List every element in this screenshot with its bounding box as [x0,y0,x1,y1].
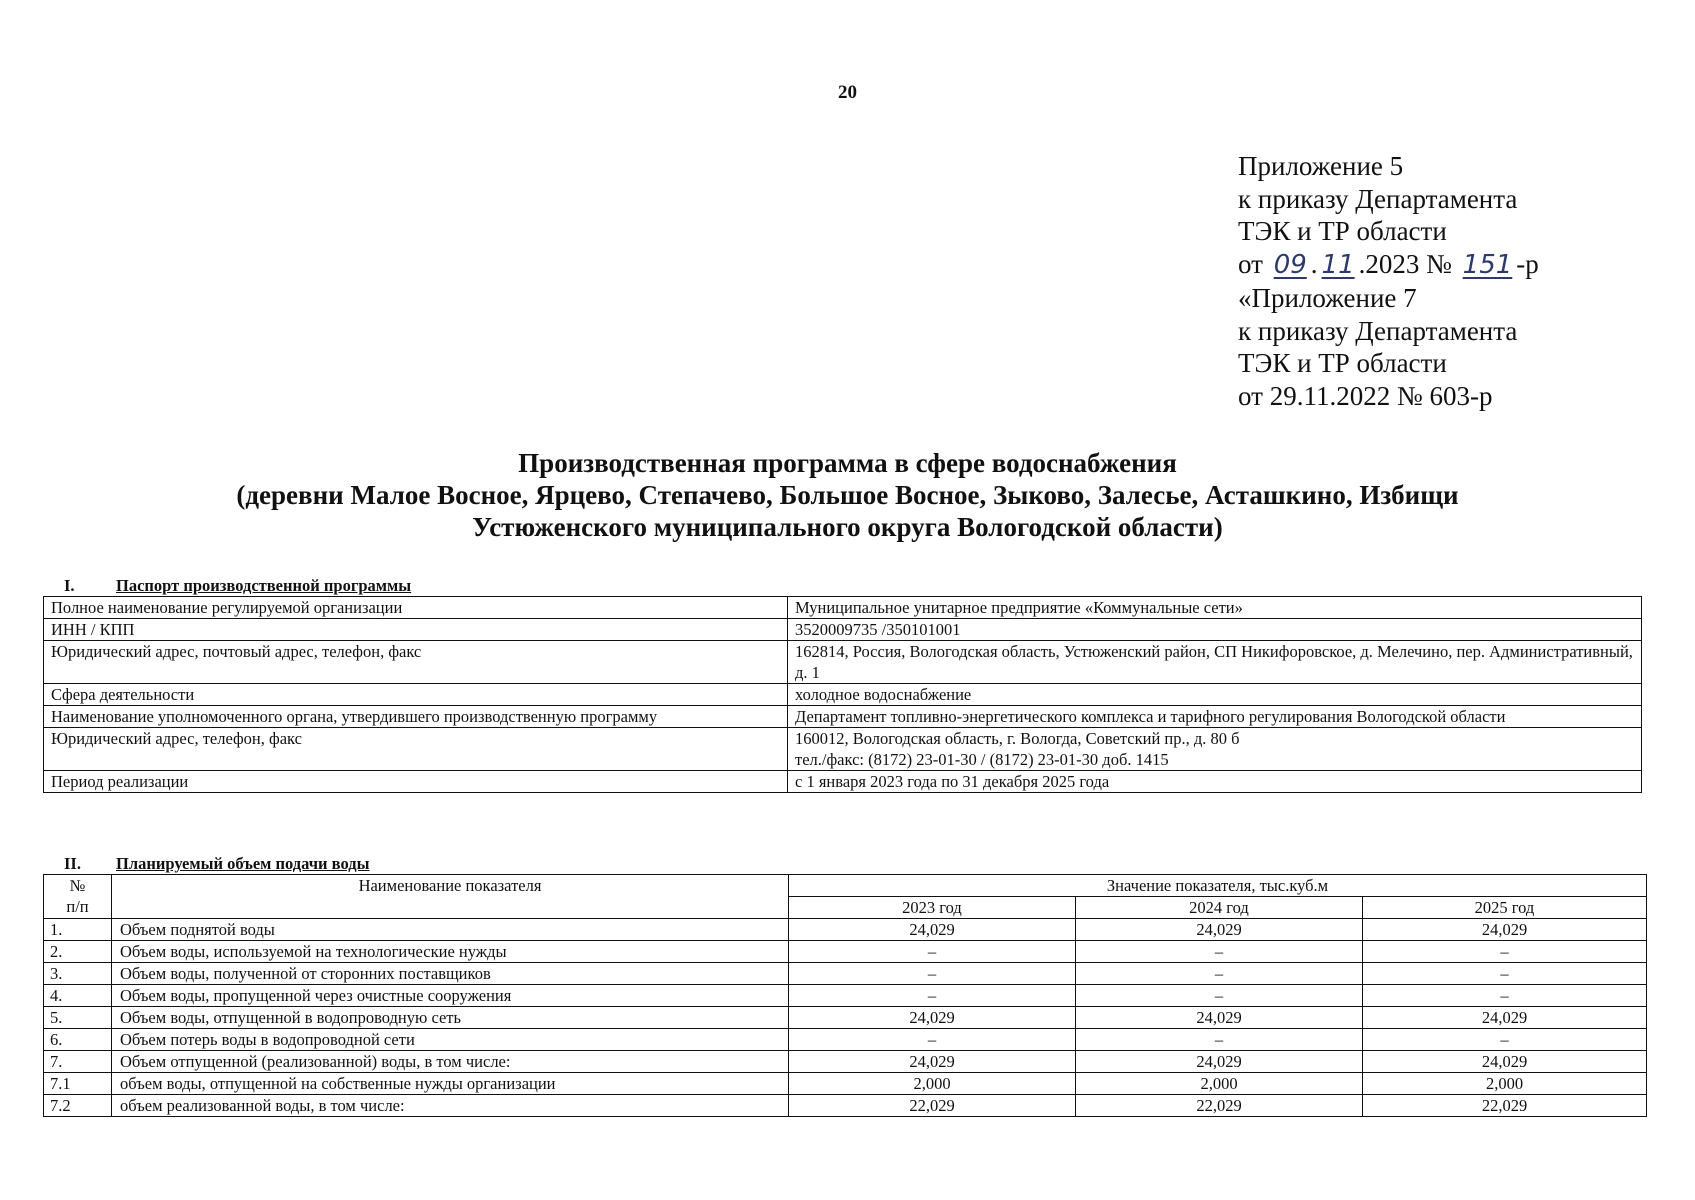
row-value: 2,000 [1076,1073,1363,1095]
table-header-row [44,875,1647,897]
passport-value: холодное водоснабжение [788,684,1642,706]
appendix-date-dot: . [1310,249,1318,280]
passport-label: Сфера деятельности [44,684,788,706]
header-name: Наименование показателя [112,875,789,919]
row-name: Объем поднятой воды [112,919,789,941]
row-value: 2,000 [789,1073,1076,1095]
passport-value [788,728,1642,771]
section-title: Паспорт производственной программы [116,576,412,595]
header-number [44,875,112,919]
header-year: 2024 год [1076,897,1363,919]
row-value: – [789,985,1076,1007]
row-value: – [789,1029,1076,1051]
passport-label: Период реализации [44,771,788,793]
row-value: 22,029 [1076,1095,1363,1117]
row-value: – [1076,985,1363,1007]
appendix-line: «Приложение 7 [1238,282,1417,313]
appendix-line: ТЭК и ТР области [1238,216,1447,247]
table-row [44,706,1642,728]
title-line: Устюженского муниципального округа Вологодской области) [472,512,1223,542]
handwritten-order-number: 151 [1462,250,1513,281]
header-value: Значение показателя, тыс.куб.м [789,875,1647,897]
row-number: 2. [44,941,112,963]
row-number: 3. [44,963,112,985]
row-value: – [1076,941,1363,963]
row-value: 24,029 [789,919,1076,941]
passport-value: с 1 января 2023 года по 31 декабря 2025 года [788,771,1642,793]
appendix-order-suffix: -р [1516,249,1539,280]
water-volume-table [43,874,1647,1117]
section-title: Планируемый объем подачи воды [116,854,370,873]
passport-value-line: 160012, Вологодская область, г. Вологда, Советский пр., д. 80 б [795,729,1240,748]
row-number: 6. [44,1029,112,1051]
row-name: Объем воды, полученной от сторонних поставщиков [112,963,789,985]
section-number: I. [64,576,75,595]
table-row [44,728,1642,771]
appendix-date-year: .2023 № [1358,249,1452,280]
row-value: – [1076,1029,1363,1051]
table-row [44,641,1642,684]
row-value: 24,029 [1076,919,1363,941]
passport-label: Полное наименование регулируемой организации [44,597,788,619]
row-name: Объем воды, пропущенной через очистные сооружения [112,985,789,1007]
row-value: – [789,941,1076,963]
table-row [44,1029,1647,1051]
passport-label: Юридический адрес, почтовый адрес, телефон, факс [44,641,788,684]
passport-value: 162814, Россия, Вологодская область, Устюженский район, СП Никифоровское, д. Мелечино, пер. Административный, д. 1 [788,641,1642,684]
appendix-date-prefix: от [1238,249,1263,280]
section-number: II. [64,854,81,873]
section-2-heading [64,854,370,874]
table-row [44,1051,1647,1073]
passport-value: 3520009735 /350101001 [788,619,1642,641]
passport-table [43,596,1642,793]
row-value: – [1363,1029,1647,1051]
appendix-line: от 29.11.2022 № 603-р [1238,380,1493,411]
table-row [44,684,1642,706]
row-value: – [1363,985,1647,1007]
table-row [44,1073,1647,1095]
row-value: 24,029 [1363,1007,1647,1029]
table-row [44,919,1647,941]
handwritten-month: 11 [1321,250,1355,281]
row-name: Объем потерь воды в водопроводной сети [112,1029,789,1051]
document-title [0,447,1695,543]
row-number: 4. [44,985,112,1007]
passport-value: Муниципальное унитарное предприятие «Коммунальные сети» [788,597,1642,619]
row-value: 24,029 [1076,1007,1363,1029]
table-row [44,985,1647,1007]
row-value: – [789,963,1076,985]
row-number: 5. [44,1007,112,1029]
header-number-line: № [69,876,86,895]
row-name: объем реализованной воды, в том числе: [112,1095,789,1117]
table-row [44,597,1642,619]
row-name: Объем воды, отпущенной в водопроводную сеть [112,1007,789,1029]
row-name: Объем отпущенной (реализованной) воды, в том числе: [112,1051,789,1073]
appendix-line: к приказу Департамента [1238,315,1518,346]
section-1-heading [64,576,411,596]
passport-value-line: тел./факс: (8172) 23-01-30 / (8172) 23-01-30 доб. 1415 [795,750,1169,769]
table-row [44,1007,1647,1029]
row-value: 24,029 [1363,1051,1647,1073]
row-value: 24,029 [789,1051,1076,1073]
header-year: 2023 год [789,897,1076,919]
row-value: – [1363,941,1647,963]
appendix-line: ТЭК и ТР области [1238,348,1447,379]
passport-label: Наименование уполномоченного органа, утвердившего производственную программу [44,706,788,728]
appendix-date-line [1238,248,1658,282]
table-row [44,1095,1647,1117]
appendix-line: Приложение 5 [1238,151,1404,181]
row-value: 2,000 [1363,1073,1647,1095]
row-number: 7. [44,1051,112,1073]
header-number-line: п/п [66,897,89,916]
table-row [44,941,1647,963]
row-value: – [1363,963,1647,985]
row-value: 24,029 [789,1007,1076,1029]
row-number: 7.1 [44,1073,112,1095]
row-value: 24,029 [1076,1051,1363,1073]
row-number: 7.2 [44,1095,112,1117]
passport-label: ИНН / КПП [44,619,788,641]
row-value: 24,029 [1363,919,1647,941]
row-number: 1. [44,919,112,941]
passport-value: Департамент топливно-энергетического комплекса и тарифного регулирования Вологодской области [788,706,1642,728]
passport-label: Юридический адрес, телефон, факс [44,728,788,771]
row-name: Объем воды, используемой на технологические нужды [112,941,789,963]
row-value: 22,029 [1363,1095,1647,1117]
table-row [44,771,1642,793]
table-row [44,619,1642,641]
row-name: объем воды, отпущенной на собственные нужды организации [112,1073,789,1095]
row-value: – [1076,963,1363,985]
page-number: 20 [838,82,857,103]
header-year: 2025 год [1363,897,1647,919]
row-value: 22,029 [789,1095,1076,1117]
appendix-line: к приказу Департамента [1238,183,1518,214]
appendix-block [1238,150,1658,413]
handwritten-day: 09 [1273,250,1307,281]
title-line: (деревни Малое Восное, Ярцево, Степачево, Большое Восное, Зыково, Залесье, Асташкино, Избищи [236,480,1459,510]
table-row [44,963,1647,985]
title-line: Производственная программа в сфере водоснабжения [518,448,1177,478]
